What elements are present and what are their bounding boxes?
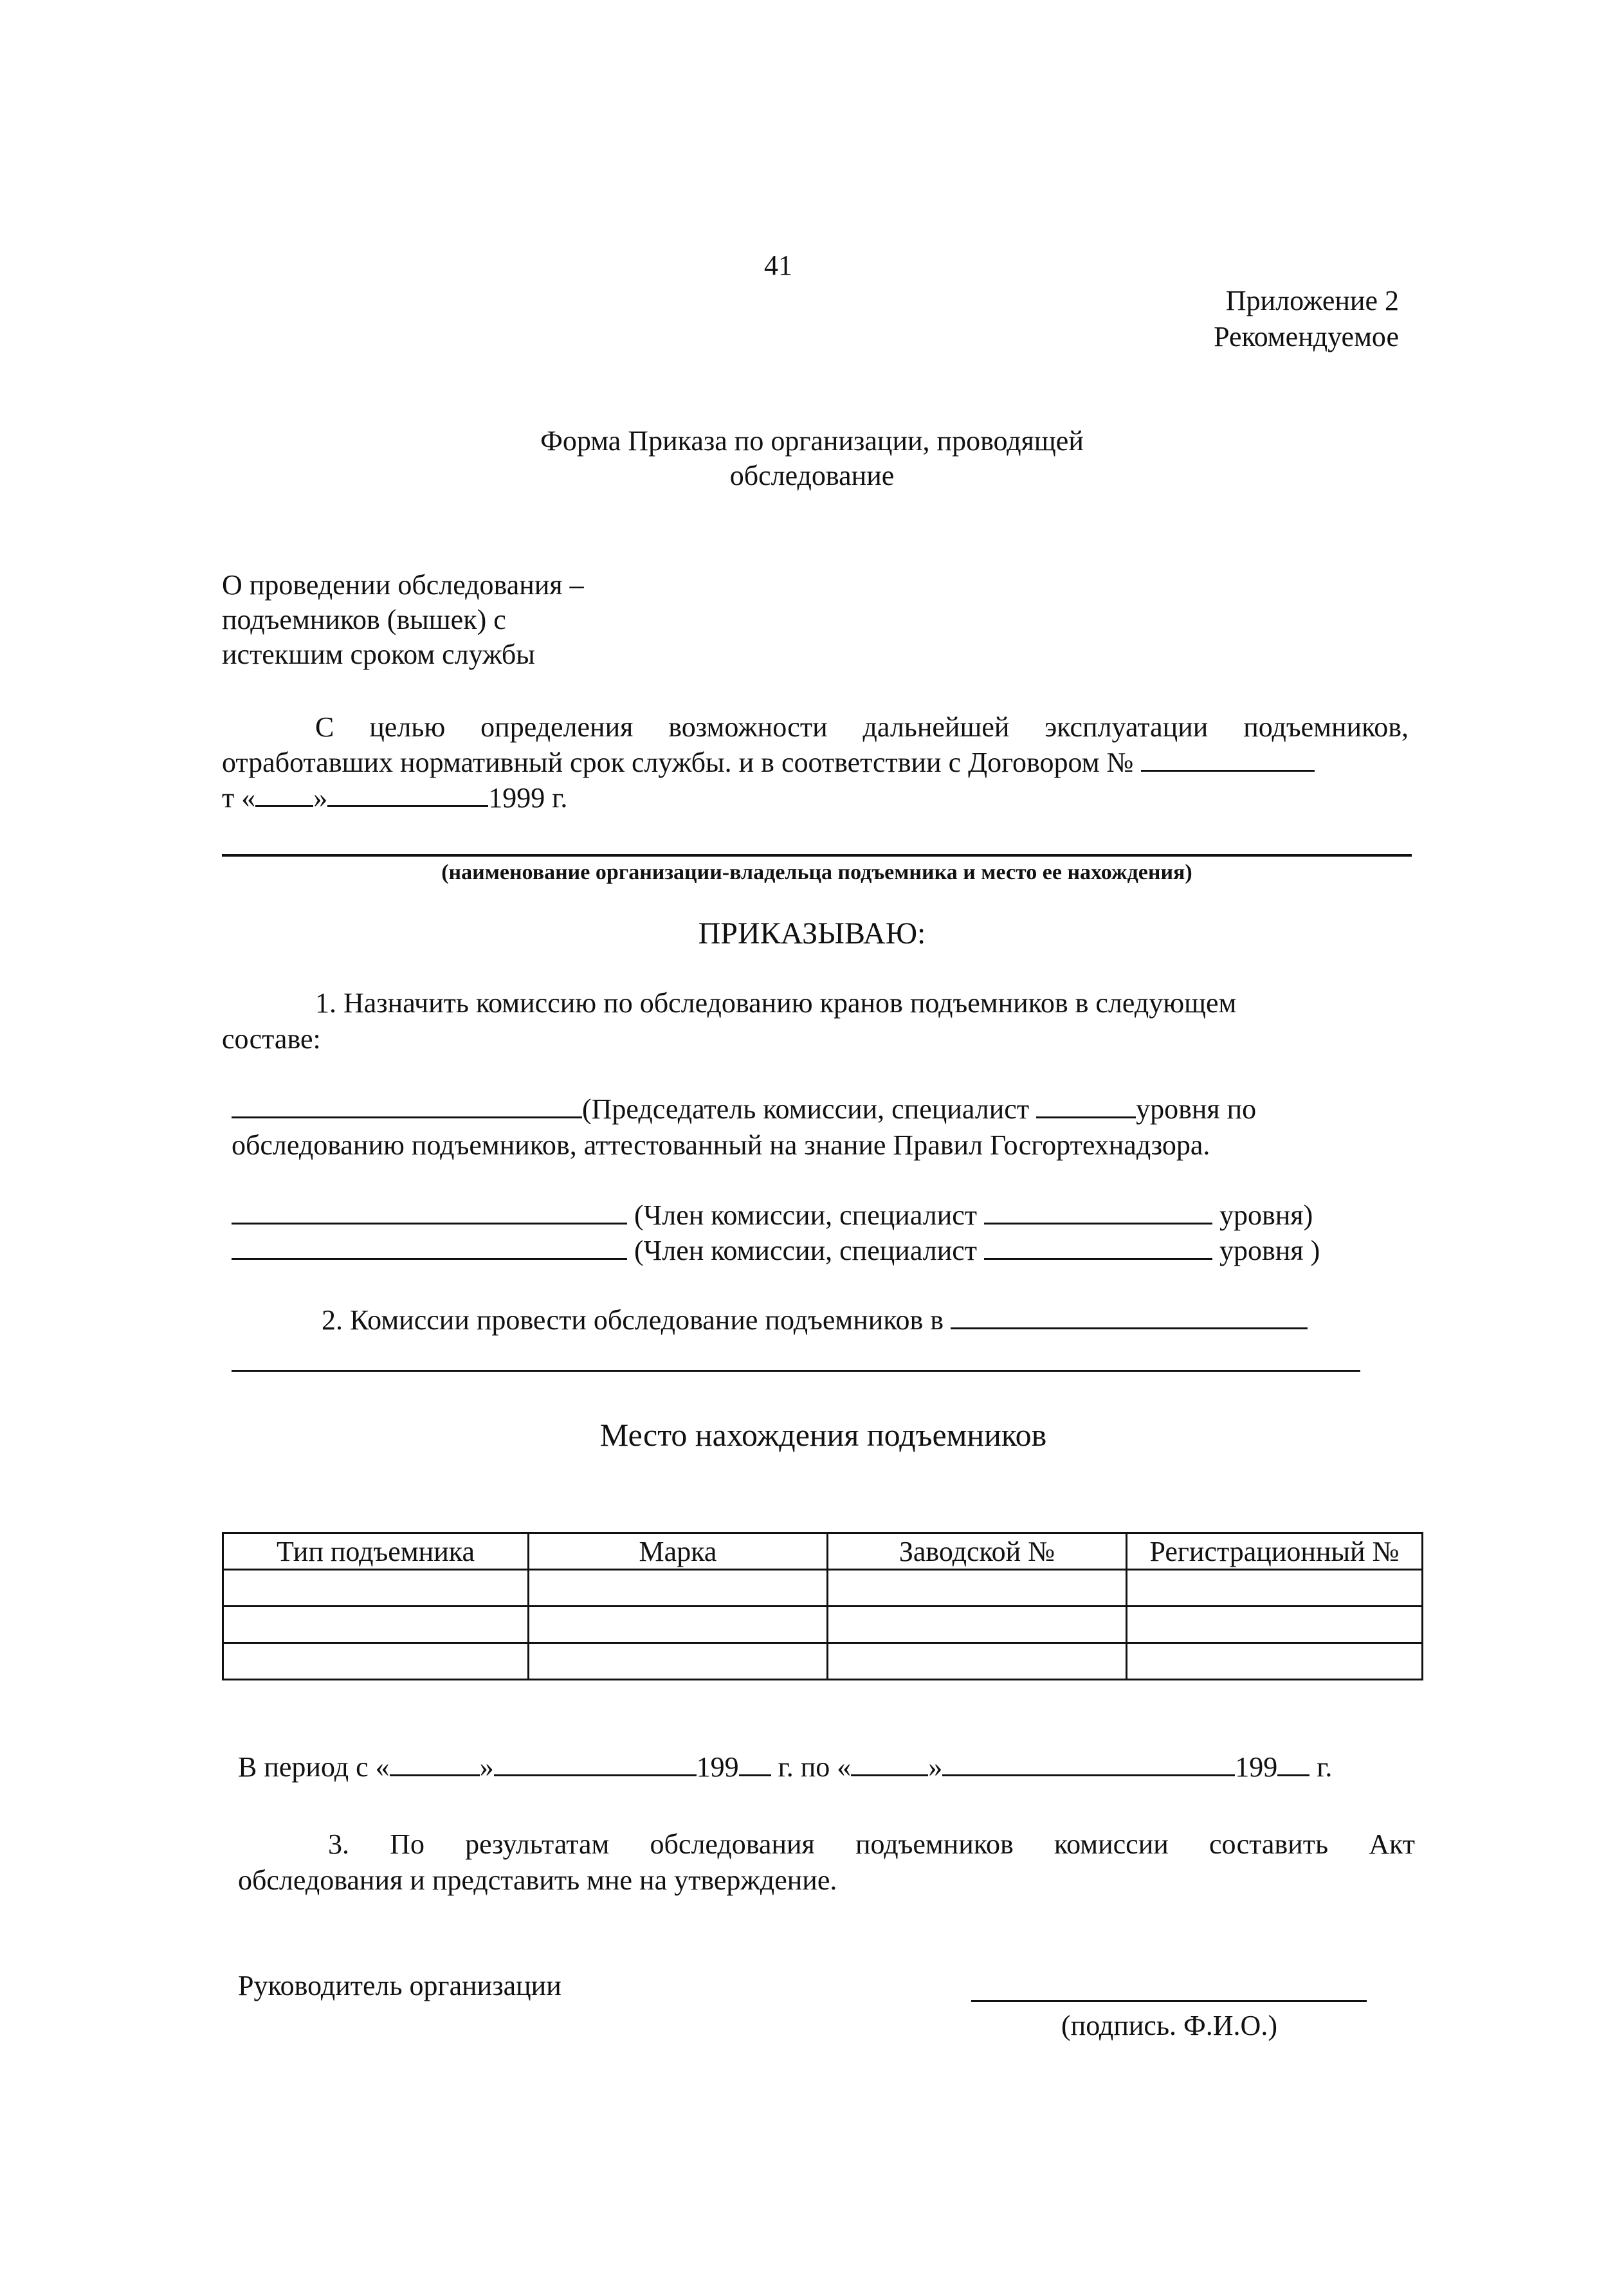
period-to-day-blank[interactable] xyxy=(851,1751,928,1776)
period-from-year: 199 xyxy=(696,1751,739,1783)
subject-line2: подъемников (вышек) с xyxy=(222,604,506,635)
table-header-row xyxy=(223,1533,1423,1570)
table-cell[interactable] xyxy=(1127,1643,1423,1680)
period-from-month-blank[interactable] xyxy=(494,1751,697,1776)
member2-level-blank[interactable] xyxy=(984,1235,1212,1260)
signature-caption: (подпись. Ф.И.О.) xyxy=(1061,2010,1277,2041)
intro-line2-text: отработавших нормативный срок службы. и в соответствии с Договором № xyxy=(222,747,1134,778)
chairman-line2: обследованию подъемников, аттестованный на знание Правил Госгортехнадзора. xyxy=(232,1129,1210,1161)
period-to-year: 199 xyxy=(1235,1751,1278,1783)
member1-name-blank[interactable] xyxy=(232,1199,627,1224)
appendix-label: Приложение 2 xyxy=(1225,285,1399,316)
table-cell[interactable] xyxy=(828,1570,1127,1607)
order-word: ПРИКАЗЫВАЮ: xyxy=(698,916,926,951)
member-row-1 xyxy=(232,1197,1313,1233)
col-header-type: Тип подъемника xyxy=(223,1533,529,1570)
chairman-level: уровня по xyxy=(1136,1093,1257,1125)
col-header-brand: Марка xyxy=(529,1533,828,1570)
member1-level-blank[interactable] xyxy=(984,1199,1212,1224)
page-number: 41 xyxy=(764,250,792,281)
lifts-table xyxy=(222,1532,1423,1680)
table-row xyxy=(223,1607,1423,1643)
chairman-level-blank[interactable] xyxy=(1036,1093,1136,1118)
table-cell[interactable] xyxy=(828,1607,1127,1643)
intro-date-open: т « xyxy=(222,782,256,814)
signature-line[interactable] xyxy=(971,2000,1367,2002)
member1-role: (Член комиссии, специалист xyxy=(634,1199,978,1231)
col-header-serial: Заводской № xyxy=(828,1533,1127,1570)
item3-line1: 3. По результатам обследования подъемников комиссии составить Акт xyxy=(328,1828,1415,1860)
item2 xyxy=(322,1302,1308,1338)
chairman-role: (Председатель комиссии, специалист xyxy=(582,1093,1030,1125)
member2-role: (Член комиссии, специалист xyxy=(634,1235,978,1266)
item2-blank[interactable] xyxy=(951,1304,1308,1329)
intro-line2 xyxy=(222,745,1315,780)
item3-line2: обследования и представить мне на утверждение. xyxy=(238,1864,837,1896)
form-title-line1: Форма Приказа по организации, проводящей xyxy=(540,425,1084,457)
period-to-label: г. по « xyxy=(778,1751,852,1783)
item2-text: 2. Комиссии провести обследование подъемников в xyxy=(322,1304,944,1336)
chairman-name-blank[interactable] xyxy=(232,1093,582,1118)
chairman-line1 xyxy=(232,1091,1256,1127)
owner-caption: (наименование организации-владельца подъемника и место ее нахождения) xyxy=(441,860,1192,884)
item2-continuation-line[interactable] xyxy=(232,1370,1360,1372)
table-cell[interactable] xyxy=(1127,1570,1423,1607)
period-from-close: » xyxy=(479,1751,494,1783)
intro-date-close: » xyxy=(313,782,328,814)
table-row xyxy=(223,1570,1423,1607)
intro-line1: С целью определения возможности дальнейшей эксплуатации подъемников, xyxy=(315,711,1409,743)
item1-line1: 1. Назначить комиссию по обследованию кранов подъемников в следующем xyxy=(315,987,1237,1019)
col-header-registration: Регистрационный № xyxy=(1127,1533,1423,1570)
table-row xyxy=(223,1643,1423,1680)
table-cell[interactable] xyxy=(1127,1607,1423,1643)
form-title-line2: обследование xyxy=(729,460,895,491)
subject-line3: истекшим сроком службы xyxy=(222,639,535,670)
location-heading: Место нахождения подъемников xyxy=(599,1417,1047,1453)
item1-line2: составе: xyxy=(222,1023,321,1055)
period-from-year-blank[interactable] xyxy=(739,1751,771,1776)
member2-level: уровня ) xyxy=(1219,1235,1320,1266)
table-cell[interactable] xyxy=(223,1643,529,1680)
period-from-day-blank[interactable] xyxy=(390,1751,480,1776)
period-line xyxy=(238,1749,1332,1785)
period-year-suffix: г. xyxy=(1317,1751,1333,1783)
signatory-role: Руководитель организации xyxy=(238,1970,561,2001)
owner-name-line[interactable] xyxy=(222,854,1412,857)
table-cell[interactable] xyxy=(529,1607,828,1643)
table-cell[interactable] xyxy=(529,1643,828,1680)
contract-month-blank[interactable] xyxy=(327,782,488,807)
intro-line3 xyxy=(222,780,567,815)
contract-number-blank[interactable] xyxy=(1141,747,1315,772)
period-to-month-blank[interactable] xyxy=(942,1751,1235,1776)
subject-line1: О проведении обследования – xyxy=(222,569,584,601)
table-cell[interactable] xyxy=(223,1570,529,1607)
table-cell[interactable] xyxy=(223,1607,529,1643)
table-cell[interactable] xyxy=(828,1643,1127,1680)
period-to-close: » xyxy=(928,1751,943,1783)
table-cell[interactable] xyxy=(529,1570,828,1607)
member1-level: уровня) xyxy=(1219,1199,1313,1231)
intro-date-year: 1999 г. xyxy=(488,782,568,814)
member-row-2 xyxy=(232,1233,1320,1268)
period-from-label: В период с « xyxy=(238,1751,390,1783)
appendix-type: Рекомендуемое xyxy=(1214,321,1399,352)
contract-day-blank[interactable] xyxy=(255,782,313,807)
member2-name-blank[interactable] xyxy=(232,1235,627,1260)
period-to-year-blank[interactable] xyxy=(1277,1751,1309,1776)
